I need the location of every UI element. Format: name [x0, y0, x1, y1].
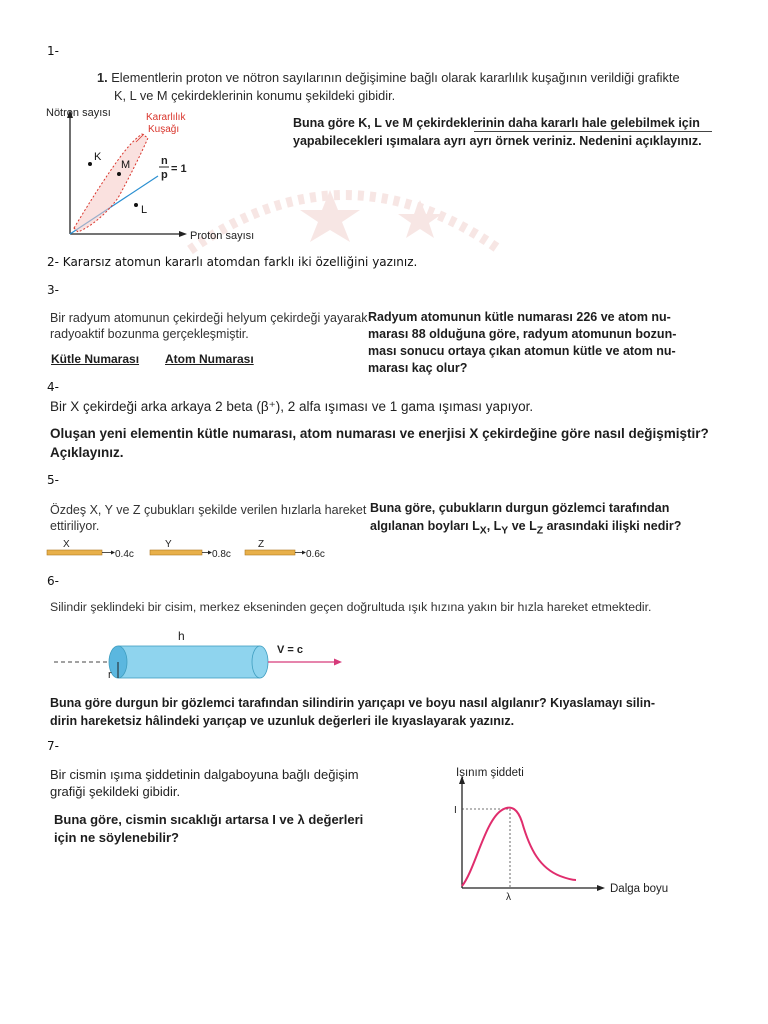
question-number-4: 4-	[47, 380, 59, 394]
q5-text-b: arasındaki ilişki nedir?	[543, 519, 682, 533]
q3-right-line1: Radyum atomunun kütle numarası 226 ve atom nu-	[368, 310, 671, 324]
question-number-6: 6-	[47, 574, 59, 588]
q5-rod-y-label: Y	[165, 539, 172, 550]
q1-overline	[474, 131, 712, 132]
q6-line1: Silindir şeklindeki bir cisim, merkez ekseninden geçen doğrultuda ışık hızına yakın bir hızla hareket etmektedir.	[50, 600, 652, 614]
q7-question-line1: Buna göre, cismin sıcaklığı artarsa I ve λ değerleri	[54, 812, 364, 827]
q1-label-m: M	[121, 159, 131, 171]
q5-sub-z: Z	[536, 525, 544, 537]
q6-question-line1: Buna göre durgun bir gözlemci tarafından silindirin yarıçapı ve boyu nasıl algılanır? Kıyaslamayı silin-	[50, 696, 656, 710]
q7-intensity-curve	[462, 808, 576, 886]
question-number-1: 1-	[47, 44, 59, 58]
q4-line3: Açıklayınız.	[50, 445, 124, 460]
q5-rod-z-bar	[245, 550, 295, 555]
q6-label-h: h	[178, 629, 185, 643]
q3-left-line1: Bir radyum atomunun çekirdeği helyum çekirdeği yayarak	[50, 311, 368, 325]
q7-peak-x-label: λ	[506, 892, 511, 903]
q7-question-line2: için ne söylenebilir?	[54, 830, 179, 845]
q7-x-label: Dalga boyu	[610, 883, 669, 895]
q5-rod-y-bar	[150, 550, 202, 555]
q3-label-atomic: Atom Numarası	[165, 352, 254, 366]
q7-x-axis-arrow	[597, 885, 605, 891]
q5-left-line1: Özdeş X, Y ve Z çubukları şekilde verilen hızlarla hareket	[50, 503, 367, 517]
q6-velocity-arrow	[334, 659, 342, 666]
q6-question-line2: dirin hareketsiz hâlindeki yarıçap ve uzunluk değerleri ile kıyaslayarak yazınız.	[50, 714, 515, 728]
q6-cylinder-body	[118, 646, 260, 678]
question-number-3: 3-	[47, 283, 59, 297]
q5-right-line1: Buna göre, çubukların durgun gözlemci tarafından	[370, 501, 670, 515]
q5-rod-z	[245, 539, 325, 560]
q1-point-m	[117, 172, 121, 176]
question-number-7: 7-	[47, 739, 59, 753]
q3-right-line3: ması sonucu ortaya çıkan atomun kütle ve atom nu-	[368, 344, 676, 358]
q6-cylinder-end	[252, 646, 268, 678]
q1-band-label-1: Kararlılık	[146, 112, 186, 123]
q5-rod-x-speed: 0.4c	[115, 549, 134, 560]
q5-rod-z-label: Z	[258, 539, 265, 550]
q1-intro-number: 1.	[97, 70, 108, 85]
q5-rod-z-speed: 0.6c	[306, 549, 325, 560]
q5-rod-x	[47, 539, 134, 560]
q1-ratio-eq: = 1	[171, 163, 187, 175]
q3-label-mass: Kütle Numarası	[51, 352, 140, 366]
q6-label-v: V = c	[277, 644, 303, 656]
question-number-5: 5-	[47, 473, 59, 487]
q6-label-r: r	[108, 669, 112, 681]
q7-line2: grafiği şekildeki gibidir.	[50, 784, 181, 799]
q1-stability-graph	[40, 100, 270, 245]
q1-ratio-p: p	[161, 169, 168, 181]
q1-x-label: Proton sayısı	[190, 230, 255, 242]
q1-question-line2: yapabilecekleri ışımalara ayrı ayrı örnek veriniz. Nedenini açıklayınız.	[293, 134, 702, 148]
q5-left-line2: ettiriliyor.	[50, 519, 100, 533]
q5-rod-y	[150, 539, 231, 560]
q3-right-line4: marası kaç olur?	[368, 361, 468, 375]
question-2: 2- Kararsız atomun kararlı atomdan farklı iki özelliğini yazınız.	[47, 255, 418, 269]
q3-right-line2: marası 88 olduğuna göre, radyum atomunun bozun-	[368, 327, 677, 341]
q1-band-label-2: Kuşağı	[148, 124, 180, 135]
q1-intro	[97, 69, 697, 86]
q5-text-a: algılanan boyları L	[370, 519, 480, 533]
q5-sep2: ve L	[508, 519, 537, 533]
q5-right-line2	[370, 518, 681, 540]
q1-stability-band	[74, 134, 148, 232]
q1-intro-line1: Elementlerin proton ve nötron sayılarının değişimine bağlı olarak kararlılık kuşağının verildiği grafikte	[111, 70, 680, 85]
q1-label-l: L	[141, 204, 148, 216]
q7-y-label: Işınım şiddeti	[456, 767, 524, 779]
q1-point-k	[88, 162, 92, 166]
q7-line1: Bir cismin ışıma şiddetinin dalgaboyuna bağlı değişim	[50, 767, 359, 782]
q5-sub-x: X	[479, 525, 487, 537]
q6-cylinder-diagram	[50, 628, 360, 688]
q4-line1: Bir X çekirdeği arka arkaya 2 beta (β⁺), 2 alfa ışıması ve 1 gama ışıması yapıyor.	[50, 399, 534, 414]
q7-radiation-graph	[440, 760, 685, 905]
q5-sub-y: Y	[501, 525, 509, 537]
q1-question-line1: Buna göre K, L ve M çekirdeklerinin daha kararlı hale gelebilmek için	[293, 116, 700, 130]
q3-left-line2: radyoaktif bozunma gerçekleşmiştir.	[50, 327, 249, 341]
q5-rod-y-speed: 0.8c	[212, 549, 231, 560]
q1-intro-line2: K, L ve M çekirdeklerinin konumu şekildeki gibidir.	[114, 88, 396, 103]
q1-label-k: K	[94, 151, 102, 163]
q5-rod-x-label: X	[63, 539, 70, 550]
q7-peak-y-label: I	[454, 805, 457, 816]
q5-rods-diagram	[45, 535, 345, 565]
q5-rod-x-bar	[47, 550, 102, 555]
q1-ratio-n: n	[161, 155, 168, 167]
q5-sep1: , L	[486, 519, 502, 533]
q4-line2: Oluşan yeni elementin kütle numarası, atom numarası ve enerjisi X çekirdeğine göre nasıl değişmiştir?	[50, 426, 709, 441]
q1-point-l	[134, 203, 138, 207]
q1-y-label: Nötron sayısı	[46, 107, 111, 119]
q1-x-axis-arrow	[179, 231, 187, 237]
